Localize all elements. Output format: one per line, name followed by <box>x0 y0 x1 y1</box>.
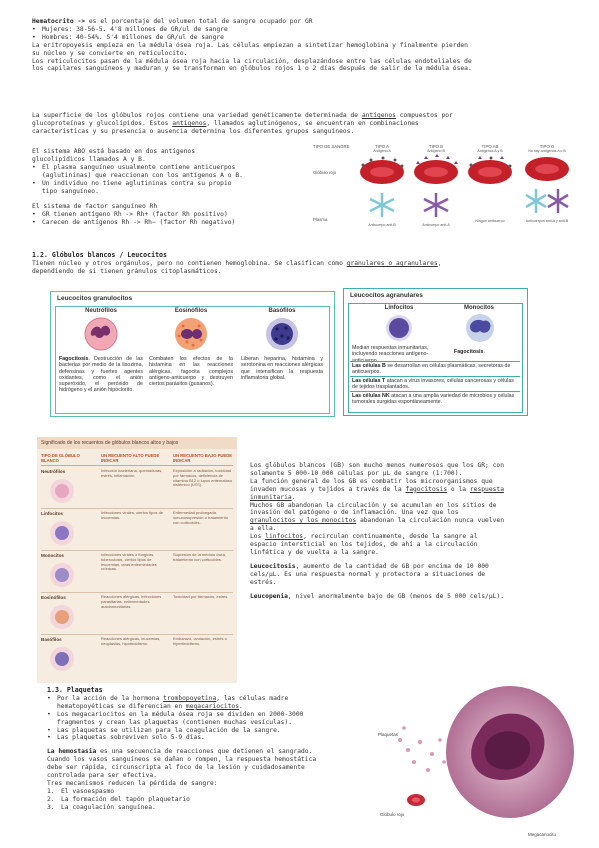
wbc-type-name: Neutrófilos <box>41 469 66 474</box>
lymphocyte-illustration <box>382 313 416 343</box>
wbc-type-illustration <box>45 603 79 631</box>
inmunitaria-link: inmunitaria <box>250 493 292 501</box>
wbc-count-table <box>37 437 237 683</box>
plaq-bullet-1: Por la acción de la hormona <box>57 694 164 702</box>
abo-bullet-1b: (aglutininas) que reaccionan con los antígenos A o B. <box>42 171 243 179</box>
linfocitos-link: linfocitos <box>265 533 304 541</box>
eosinophil-name: Eosinófilos <box>174 308 208 314</box>
hemostasia-def-4: controlada para ser efectiva. <box>47 772 157 780</box>
surface-line-1: La superficie de los glóbulos rojos contiene una variedad genéticamente determinada de <box>32 112 362 119</box>
wbc-low-cause: Exposición a radiación, toxicidad por fármacos, deficiencia de vitamina B12 o lupus eritematoso sistémico (LES). <box>173 468 233 488</box>
rbc-row-label: Glóbulo rojo <box>313 170 337 175</box>
plaq-bullet-2b: fragmentos y crean las plaquetas (contienen muchas vesículas). <box>57 718 293 726</box>
blood-type-row-label: TIPO DE SANGRE <box>313 144 350 149</box>
type-b-column <box>411 144 461 227</box>
table-row <box>41 637 233 677</box>
wbc-type-illustration <box>45 645 79 673</box>
granulocyte-figure-title: Leucocitos granulocitos <box>57 295 133 302</box>
rbc-type-ab <box>465 153 515 187</box>
gb-text-section <box>250 462 504 601</box>
type-o-column <box>519 144 575 223</box>
megacariocitos-link: megacariocitos <box>185 702 239 710</box>
abo-line-2: glucolipídicos llamados A y B. <box>32 155 146 163</box>
table-row <box>41 511 233 551</box>
leucopenia-term: Leucopenia <box>250 592 288 600</box>
gb-text-11: espacio intersticial en los tejidos, de ahí a la circulación <box>250 541 478 549</box>
b-cell-desc: se desarrollan en células plasmáticas, secretoras de anticuerpos. <box>352 363 511 376</box>
leucocitosis-def-3: estrés. <box>250 578 277 586</box>
leucocitosis-term: Leucocitosis <box>250 562 296 570</box>
type-a-label: TIPO A <box>375 144 389 149</box>
wbc-table-header-rule <box>41 465 233 466</box>
neutrophil-name: Neutrófilos <box>85 308 117 314</box>
fagocitosis-link: fagocitosis <box>405 485 448 493</box>
eritro-line-3: Los reticulocitos pasan de la médula ósea roja hacia la circulación, desplazándose entre las células endoteliales de <box>32 57 472 65</box>
abo-line-1: El sistema ABO está basado en dos antígenos <box>32 148 196 155</box>
wbc-type-illustration <box>45 561 79 589</box>
eritro-line-4: los capilares sanguíneos y maduran y se transforman en glóbulos rojos 1 o 2 días después de salir de la médula ósea. <box>32 65 472 73</box>
antibody-anti-a-icon <box>421 191 451 219</box>
wbc-type-illustration <box>45 477 79 505</box>
antibody-anti-ab-icon <box>525 187 569 215</box>
gb-intro-1: Tienen núcleo y otros orgánulos, pero no contienen hemoglobina. Se clasifican como <box>32 259 347 267</box>
b-cell-bold: Las células B <box>352 363 386 369</box>
granulocyte-figure <box>50 291 335 417</box>
eosinophil-function: Combaten los efectos de la histamina en las reacciones alérgicas, fagocita complejos antígeno-anticuerpo y destruyen ciertos parásitos (gusanos). <box>149 356 233 388</box>
megakaryocyte-illustration <box>380 680 580 840</box>
antigen-a-label: Antígeno A <box>373 149 391 153</box>
leucopenia-def: , nivel anormalmente bajo de GB (menos de 5 000 cels/μL). <box>287 592 505 600</box>
gb-text-4-mid: o la <box>447 485 470 493</box>
neutrophil-illustration <box>59 314 143 352</box>
abo-section: El sistema ABO está basado en dos antígenos glucolipídicos llamados A y B. • El plasma sanguíneo usualmente contiene anticuerpos (aglutininas) que reaccionan con los antígenos A o B. • Un individuo no tiene aglutininas contra su propio tipo sanguíneo. El sistema de factor sanguíneo Rh • GR tienen antígeno Rh -> Rh+ (factor Rh positivo) • Carecen de antígenos Rh -> Rh− (factor Rh negativo) <box>32 148 243 227</box>
wbc-type-name: Monocitos <box>41 553 64 558</box>
wbc-low-cause: Embarazo, ovulación, estrés o hipertiroidismo. <box>173 636 227 646</box>
wbc-low-cause: Enfermedad prolongada, inmunosupresión o tratamiento con corticoides. <box>173 510 228 525</box>
surface-line-1-end: compuestos por <box>395 112 453 119</box>
table-row <box>41 469 233 509</box>
type-a-column <box>357 144 407 227</box>
gb-text-8: abandonan la circulación nunca vuelven <box>356 517 505 525</box>
leucocitosis-def-1: , aumento de la cantidad de GB por encima de 10 000 <box>295 562 489 570</box>
mechanism-2: La formación del tapón plaquetario <box>61 795 190 803</box>
basophil-card <box>241 308 323 381</box>
hemostasia-term: La hemostasia <box>47 748 97 756</box>
table-row-rule <box>41 592 233 593</box>
surface-line-3: características y su presencia o ausencia determina los diferentes grupos sanguíneos. <box>32 127 355 135</box>
mech-num-1: 1. <box>47 787 55 795</box>
plaq-bullet-1b-end: . <box>238 702 243 710</box>
bullet-hombres: Hombres: 40-54%. 5'4 millones de GR/ul de sangre <box>42 33 224 41</box>
gb-text-12: linfática y de vuelta a la sangre. <box>250 548 379 556</box>
plaquetas-label: Plaquetas <box>378 732 399 737</box>
table-row <box>41 595 233 635</box>
table-row-rule <box>41 508 233 509</box>
gb-section-heading <box>32 252 441 276</box>
agran-divider-1 <box>350 361 520 362</box>
basophil-function: Liberan heparina, histamina y serotonina en reacciones alérgicas que intensifican la respuesta inflamatoria global. <box>241 356 323 381</box>
rbc-type-a <box>357 153 407 187</box>
lymphocyte-function: Median respuestas inmunitarias, incluyendo reacciones antígeno-anticuerpo. <box>352 345 429 364</box>
eosinophil-illustration <box>149 314 233 352</box>
agranulocyte-figure-title: Leucocitos agranulares <box>350 292 423 299</box>
mechanism-1: El vasoespasmo <box>61 787 115 795</box>
hematocrito-def: es el porcentaje del volumen total de sangre ocupado por GR <box>85 18 313 25</box>
t-cell-desc: atacan a virus invasores, células cancerosas y células de tejidos trasplantados. <box>352 378 514 391</box>
rh-bullet-1: GR tienen antígeno Rh -> Rh+ (factor Rh positivo) <box>42 211 228 219</box>
nk-cell-desc: atacan a una amplia variedad de microbios y células tumorales surgidas espontáneamente. <box>352 393 515 406</box>
anti-b-label: Anticuerpo anti-B <box>368 223 396 227</box>
hematocrito-title: Hematocrito -> <box>32 18 86 25</box>
megakaryocyte-figure <box>380 680 580 840</box>
surface-section <box>32 112 453 136</box>
monocyte-function-bold: Fagocitosis <box>454 349 484 355</box>
eritro-line-2: su núcleo y se convierte en reticulocito. <box>32 49 188 57</box>
neutrophil-function: . Destrucción de las bacterias por medio de la lisozima, defensinas y fuertes agentes oxidantes, como el anión superóxido, el peróxido de hidrógeno y el anión hipoclorito. <box>59 356 143 394</box>
no-antibody-label: Ningún anticuerpo <box>475 219 505 223</box>
abo-bullet-1a: El plasma sanguíneo usualmente contiene anticuerpos <box>42 163 236 171</box>
globulo-rojo-label: Glóbulo rojo <box>380 812 405 817</box>
gb-text-9: a ella. <box>250 525 277 533</box>
gb-text-7: invasión del patógeno o de inflamación. Una vez que los <box>250 509 459 517</box>
abo-bullet-2a: Un individuo no tiene aglutininas contra su propio <box>42 179 232 187</box>
antigen-ab-label: Antígenos A y B <box>477 149 503 153</box>
nk-cell-bold: Las células NK <box>352 393 390 399</box>
nk-cell-text <box>352 393 518 406</box>
blood-type-figure <box>313 144 575 248</box>
anti-ab-label: Anticuerpos anti-A y anti-B <box>525 219 569 223</box>
hemostasia-def-1: es una secuencia de reacciones que detienen el sangrado. <box>96 748 313 756</box>
basophil-illustration <box>241 314 323 352</box>
surface-line-2: glucoproteínas y glucolípidos. Estos <box>32 119 173 127</box>
t-cell-text <box>352 378 518 391</box>
mech-num-2: 2. <box>47 795 55 803</box>
antigen-b-label: Antígeno B <box>427 149 445 153</box>
wbc-low-cause: Supresión de la médula ósea, tratamiento con corticoides. <box>173 552 226 562</box>
antigenos-link: antígenos <box>361 112 396 119</box>
agran-divider-3 <box>350 391 520 392</box>
rh-title: El sistema de factor sanguíneo Rh <box>32 203 158 211</box>
gb-text-1: Los glóbulos blancos (GB) son mucho menos numerosos que los GR; con <box>250 462 505 469</box>
wbc-high-cause: Infecciones virales, ciertos tipos de leucemias. <box>101 510 164 520</box>
gb-title: 1.2. Glóbulos blancos / Leucocitos <box>32 251 167 259</box>
monocyte-name: Monocitos <box>464 305 494 311</box>
respuesta-link: respuesta <box>469 485 505 493</box>
trombopoyetina-link: trombopoyetina <box>163 694 217 702</box>
wbc-table-header-type: TIPO DE GLÓBULO BLANCO <box>41 453 80 463</box>
neutrophil-function-bold: Fagocitosis <box>59 356 89 362</box>
wbc-table-header-low: UN RECUENTO BAJO PUEDE INDICAR <box>173 453 233 463</box>
surface-line-2-end: , llamados aglutinógenos, se encuentran en combinaciones <box>206 119 419 127</box>
eosinophil-card <box>149 308 233 387</box>
neutrophil-card <box>59 308 143 394</box>
no-antigen-label: No hay antígenos A o B <box>528 149 566 153</box>
plaquetas-title: 1.3. Plaquetas <box>47 686 103 694</box>
type-o-label: TIPO O <box>539 144 555 149</box>
rbc-type-b <box>411 153 461 187</box>
table-row-rule <box>41 550 233 551</box>
plaq-bullet-3: Las plaquetas se utilizan para la coagulación de la sangre. <box>57 726 281 734</box>
type-b-label: TIPO B <box>428 144 444 149</box>
wbc-high-cause: Infección bacteriana, quemaduras, estrés, inflamación. <box>101 468 163 478</box>
wbc-table-title: Significado de los recuentos de glóbulos blancos altos y bajos <box>37 437 237 449</box>
gb-text-4: invaden mucosas y tejidos a través de la <box>250 485 406 493</box>
gb-text-5-end: . <box>291 493 296 501</box>
granulares-link: granulares o agranulares <box>346 259 438 267</box>
wbc-type-name: Eosinófilos <box>41 595 66 600</box>
antibody-anti-b-icon <box>367 191 397 219</box>
basophil-name: Basófilos <box>268 308 296 314</box>
abo-bullet-2b: tipo sanguíneo. <box>42 187 99 195</box>
type-ab-column <box>465 144 515 223</box>
plaq-bullet-2: Los megacariocitos en la médula ósea roja se dividen en 2000-3000 <box>57 710 304 718</box>
hemostasia-def-5: Tres mecanismos reducen la pérdida de sangre: <box>47 779 218 787</box>
granulocitos-link: granulocitos y los monocitos <box>250 517 357 525</box>
leucocitosis-def-2: cels/μL. Es una respuesta normal y protectora a situaciones de <box>250 570 486 578</box>
wbc-table-header-high: UN RECUENTO ALTO PUEDE INDICAR <box>101 453 160 463</box>
hemostasia-def-2: Cuando los vasos sanguíneos se dañan o rompen, la respuesta hemostática <box>47 756 317 764</box>
wbc-high-cause: Reacciones alérgicas, leucemias, neoplasias, hipotiroidismo. <box>101 636 161 646</box>
table-row <box>41 553 233 593</box>
hemostasia-def-3: debe ser rápida, circunscripta al foco de la lesión y cuidadosamente <box>47 764 305 772</box>
plaq-bullet-4: Las plaquetas sobreviven solo 5-9 días. <box>57 734 205 742</box>
agranulocyte-figure <box>343 288 528 416</box>
wbc-type-illustration <box>45 519 79 547</box>
gb-text-3: La función general de los GB es combatir los microorganismos que <box>250 477 493 485</box>
anti-a-label: Anticuerpo anti-A <box>422 223 450 227</box>
megacariocito-label: Megacariocito <box>528 832 557 837</box>
mechanism-3: La coagulación sanguínea. <box>61 803 156 811</box>
agran-divider-2 <box>350 376 520 377</box>
wbc-high-cause: Infecciones virales o fúngicas, tuberculosis, ciertos tipos de leucemias, otras enfermedades crónicas. <box>101 552 157 572</box>
gb-text-2: solamente 5 000-10 000 células por μL de sangre (1:700). <box>250 469 463 477</box>
plaq-bullet-1-end: , las células madre <box>216 694 289 702</box>
bullet-mujeres: Mujeres: 38-56-5. 4'8 millones de GR/ul de sangre <box>42 25 228 33</box>
lymphocyte-name: Linfocitos <box>384 305 414 311</box>
mech-num-3: 3. <box>47 803 55 811</box>
eritro-line-1: La eritropoyesis empieza en la médula ósea roja. Las células empiezan a sintetizar hemoglobina y finalmente pierden <box>32 41 468 49</box>
gb-intro-1-end: , <box>437 259 442 267</box>
gb-text-10: Los <box>250 533 266 541</box>
gb-text-6: Muchos GB abandonan la circulación y se acumulan en los sitios de <box>250 501 497 509</box>
wbc-high-cause: Reacciones alérgicas, infecciones parasitarias, enfermedades autoinmunitarias. <box>101 594 162 609</box>
wbc-type-name: Basófilos <box>41 637 62 642</box>
gb-intro-2: dependiendo de si tienen gránulos citoplasmáticos. <box>32 267 222 275</box>
plaquetas-section: 1.3. Plaquetas • Por la acción de la hormona trombopoyetina, las células madre hematopoyéticas se diferencian en megacariocitos. • Los megacariocitos en la médula ósea roja se dividen en 2000-3000 fragmentos y crean las plaquetas (contienen muchas vesículas). • Las plaquetas se utilizan para la coagulación de la sangre. • Las plaquetas sobreviven solo 5-9 días. La hemostasia es una secuencia de reacciones que detienen el sangrado. Cuando los vasos sanguíneos se dañan o rompen, la respuesta hemostática debe ser rápida, circunscripta al foco de la lesión y cuidadosamente controlada para ser efectiva. Tres mecanismos reducen la pérdida de sangre: 1. El vasoespasmo 2. La formación del tapón plaquetario 3. La coagulación sanguínea. <box>47 686 317 811</box>
type-ab-label: TIPO AB <box>481 144 499 149</box>
hematocrito-section: Hematocrito -> es el porcentaje del volumen total de sangre ocupado por GR • Mujeres: 38-56-5. 4'8 millones de GR/ul de sangre • Hombres: 40-54%. 5'4 millones de GR/ul de sangre La eritropoyesis empieza en la médula ósea roja. Las células empiezan a sintetizar hemoglobina y finalmente pierden su núcleo y se convierte en reticulocito. Los reticulocitos pasan de la médula ósea roja hacia la circulación, desplazándose entre las células endoteliales de los capilares sanguíneos y maduran y se transforman en glóbulos rojos 1 o 2 días después de salir de la médula ósea. <box>32 18 472 73</box>
rh-bullet-2: Carecen de antígenos Rh -> Rh− (factor Rh negativo) <box>42 219 236 227</box>
rbc-type-o <box>522 153 572 183</box>
wbc-low-cause: Toxicidad por fármacos, estrés. <box>173 594 229 599</box>
monocyte-illustration <box>460 313 500 343</box>
plaq-bullet-1b: hematopoyéticas se diferencian en <box>57 702 186 710</box>
plasma-row-label: Plasma <box>313 217 328 222</box>
gb-text-10-end: , recirculan continuamente, desde la sangre al <box>303 533 478 541</box>
t-cell-bold: Las células T <box>352 378 386 384</box>
wbc-type-name: Linfocitos <box>41 511 63 516</box>
b-cell-text <box>352 363 518 376</box>
monocyte-function-end: . <box>483 349 485 355</box>
table-row-rule <box>41 634 233 635</box>
antigenos-link-2: antígenos <box>172 119 207 127</box>
